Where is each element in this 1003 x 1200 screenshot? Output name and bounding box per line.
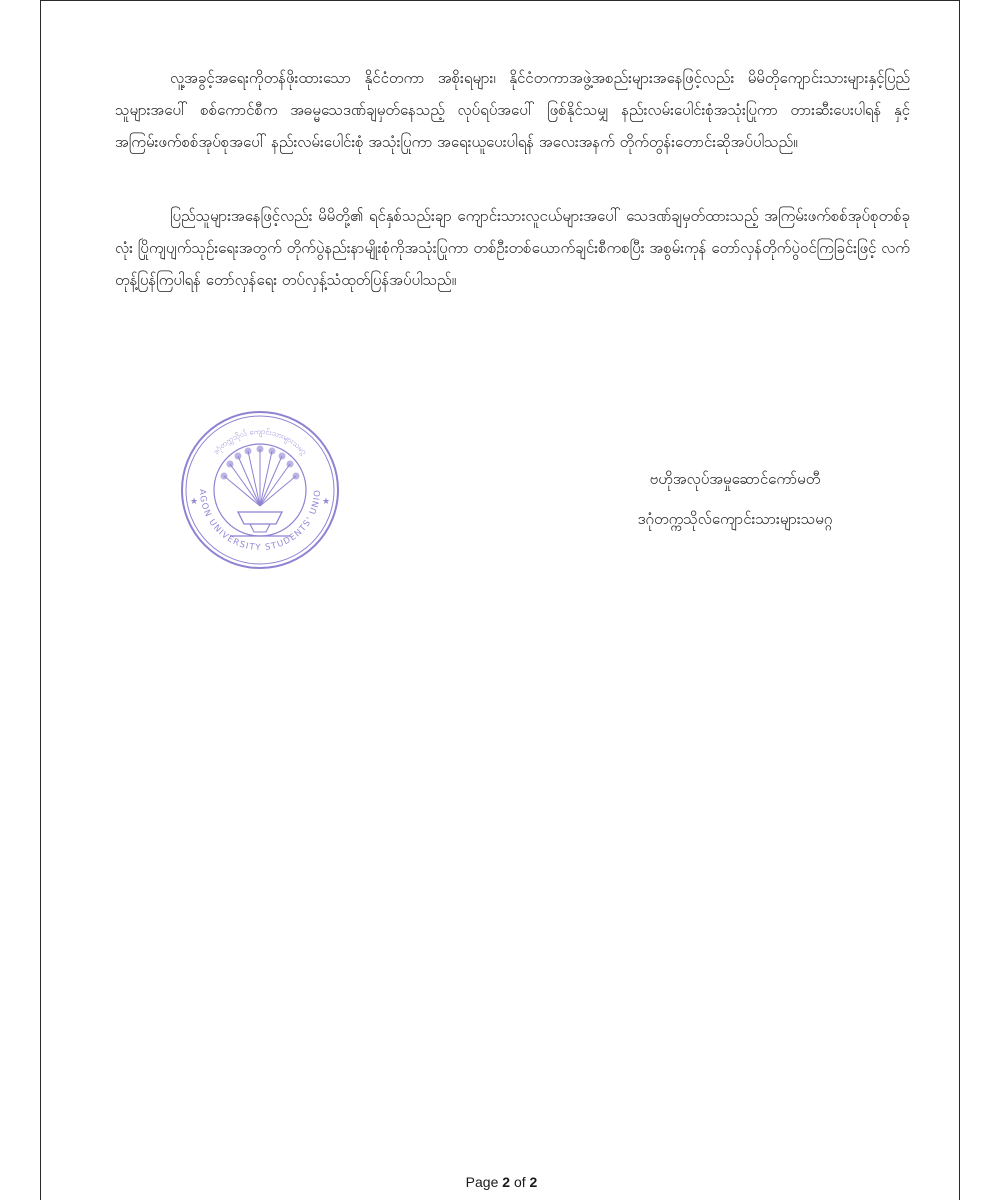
paragraph-appeal: လူ့အခွင့်အရေးကိုတန်ဖိုးထားသော နိုင်ငံတကာ အစိုးရများ၊ နိုင်ငံတကာအဖွဲ့အစည်းများအနေဖြင့်လည်း မိမိတိုကျောင်းသားများနှင့်ပြည်သူများအပေါ် စစ်ကောင်စီက အဓမ္မသေဒဏ်ချမှတ်နေသည့် လုပ်ရပ်အပေါ် ဖြစ်နိုင်သမျှ နည်းလမ်းပေါင်းစုံအသုံးပြုကာ တားဆီးပေးပါရန် နှင့် အကြမ်းဖက်စစ်အုပ်စုအပေါ် နည်းလမ်းပေါင်းစုံ အသုံးပြုကာ အရေးယူပေးပါရန် အလေးအနက် တိုက်တွန်းတောင်းဆိုအပ်ပါသည်။ [115,69,910,151]
footer-page-word: Page [465,1174,499,1190]
signature-role: ဗဟိုအလုပ်အမှုဆောင်ကော်မတီ [649,470,821,488]
svg-text:ဒဂုံတက္ကသိုလ် ကျောင်းသားများသမ: ဒဂုံတက္ကသိုလ် ကျောင်းသားများသမဂ္ဂ [211,426,309,457]
signature-organization: ဒဂုံတက္ကသိုလ်ကျောင်းသားများသမဂ္ဂ [637,510,833,528]
page-footer [0,1174,1003,1190]
svg-text:★: ★ [322,497,331,507]
page-frame [40,0,960,1200]
paragraph-call-to-action: ပြည်သူများအနေဖြင့်လည်း မိမိတို့၏ ရင်နှစ်သည်းချာ ကျောင်းသားလူငယ်များအပေါ် သေဒဏ်ချမှတ်ထားသည့် အကြမ်းဖက်စစ်အုပ်စုတစ်ခုလုံး ပြိုကျပျက်သုဉ်းရေးအတွက် တိုက်ပွဲနည်းနာမျိုးစုံကိုအသုံးပြုကာ တစ်ဦးတစ်ယောက်ချင်းစီကစပြီး အစွမ်းကုန် တော်လှန်တိုက်ပွဲဝင်ကြခြင်းဖြင့် လက်တုန့်ပြန်ကြပါရန် တော်လှန်ရေး တပ်လှန့်သံထုတ်ပြန်အပ်ပါသည်။ [115,207,910,289]
svg-text:★: ★ [190,497,199,507]
footer-current-page: 2 [502,1174,511,1190]
svg-text:DAGON UNIVERSITY STUDENTS' UNI: AGON UNIVERSITY STUDENTS' UNIO [196,488,324,554]
footer-of-word: of [513,1174,526,1190]
footer-total-pages: 2 [529,1174,538,1190]
seal-graphic [178,408,342,572]
union-seal-stamp [178,408,342,572]
